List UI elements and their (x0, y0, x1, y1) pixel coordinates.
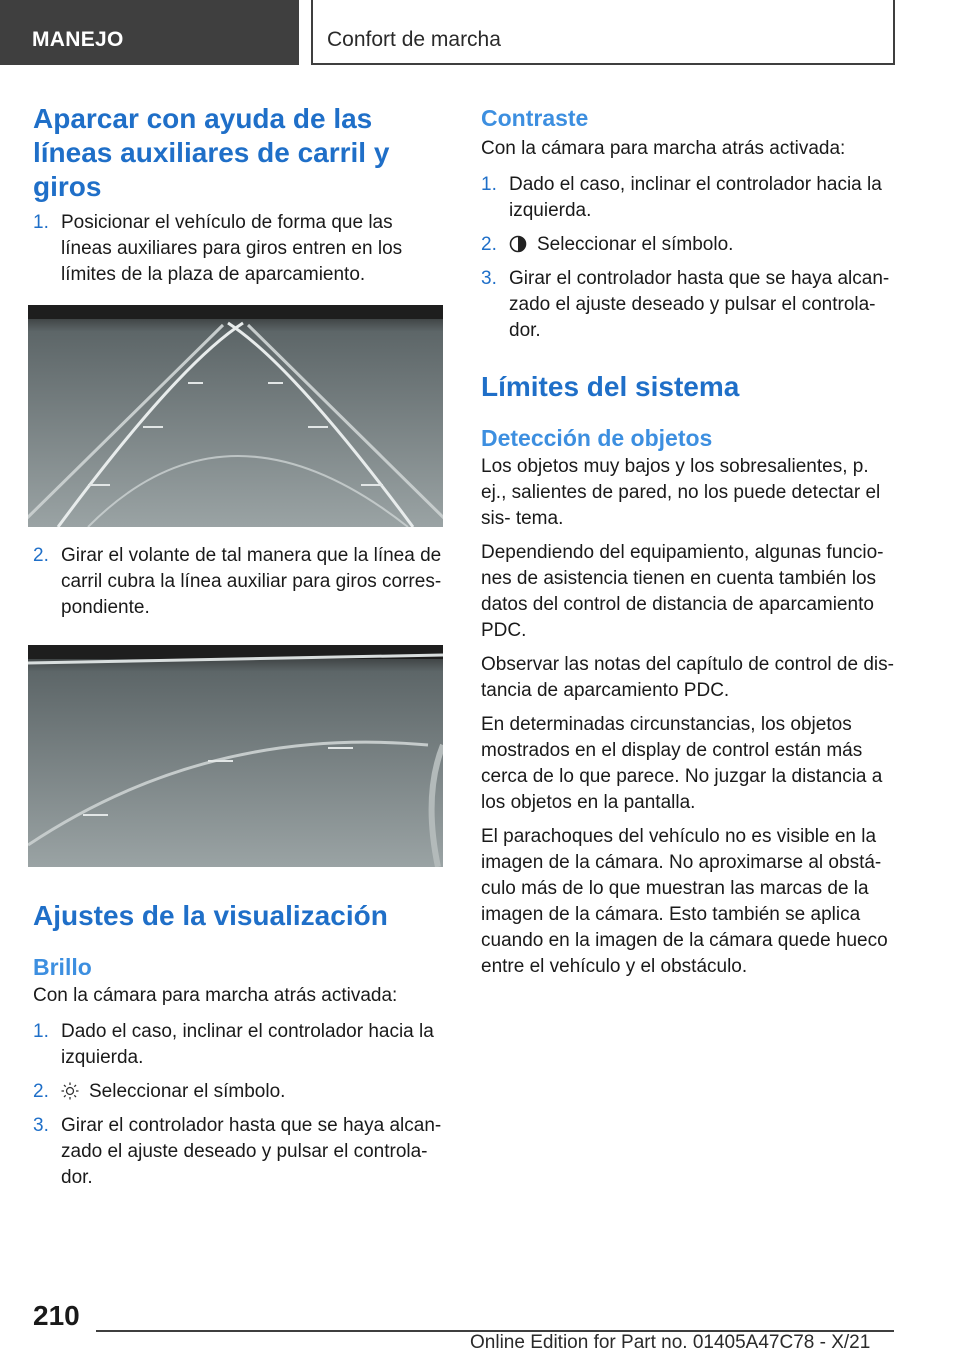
brightness-icon (61, 1082, 79, 1100)
step-number: 2. (33, 1081, 49, 1102)
list-item (481, 266, 899, 344)
paragraph: El parachoques del vehículo no es visible en la imagen de la cámara. No aproximarse al obstá‐ culo más de lo que muestran las marcas de la imagen de la cámara. Esto también se aplica cuando en la imagen de la cámara quede hueco entre el vehículo y el obstáculo. (481, 826, 888, 977)
step-number: 2. (33, 545, 49, 566)
page-number: 210 (33, 1300, 80, 1331)
paragraph: Dependiendo del equipamiento, algunas funcio‐ nes de asistencia tienen en cuenta también los datos del control de distancia de aparcamiento PDC. (481, 542, 884, 641)
heading-system-limits: Límites del sistema (481, 371, 740, 402)
step-number: 2. (481, 234, 497, 255)
list-item (33, 210, 445, 288)
heading-parking-guides: Aparcar con ayuda de las líneas auxiliares de carril y giros (33, 103, 390, 202)
steps-parking (33, 210, 445, 288)
step-number: 1. (481, 174, 497, 195)
paragraph: Observar las notas del capítulo de control de dis‐ tancia de aparcamiento PDC. (481, 654, 894, 701)
step-text: Dado el caso, inclinar el controlador hacia la izquierda. (509, 174, 882, 221)
paragraph: Los objetos muy bajos y los sobresalientes, p. ej., salientes de pared, no los puede detectar el sis‐ tema. (481, 456, 881, 529)
camera-image-turning-guides (28, 305, 443, 527)
step-text: Seleccionar el símbolo. (537, 234, 734, 255)
paragraph: En determinadas circunstancias, los objetos mostrados en el display de control están más cerca de lo que parece. No juzgar la distancia a los objetos en la pantalla. (481, 714, 883, 813)
steps-contrast (481, 172, 899, 344)
section-title: MANEJO (32, 28, 124, 51)
list-item (481, 172, 899, 224)
contrast-intro: Con la cámara para marcha atrás activada: (481, 138, 846, 159)
left-column (33, 100, 445, 1191)
chapter-tab (311, 0, 895, 65)
list-item (481, 232, 899, 258)
section-tab (0, 0, 299, 65)
step-text: Girar el controlador hasta que se haya alcan‐ zado el ajuste deseado y pulsar el controla‐ dor. (509, 268, 890, 341)
camera-image-lane-guides (28, 645, 443, 867)
steps-parking-continued (33, 543, 445, 621)
list-item (33, 1019, 445, 1071)
step-text: Girar el controlador hasta que se haya alcan‐ zado el ajuste deseado y pulsar el controla‐ dor. (61, 1115, 442, 1188)
contrast-icon (509, 235, 527, 253)
heading-display-settings: Ajustes de la visualización (33, 900, 388, 931)
list-item (33, 543, 445, 621)
brightness-intro: Con la cámara para marcha atrás activada: (33, 985, 398, 1006)
subheading-contrast: Contraste (481, 105, 589, 131)
step-number: 3. (33, 1115, 49, 1136)
footer-edition: Online Edition for Part no. 01405A47C78 - X/21 (470, 1332, 871, 1353)
chapter-title: Confort de marcha (327, 28, 501, 51)
subheading-object-detection: Detección de objetos (481, 425, 713, 451)
list-item (33, 1079, 445, 1105)
step-number: 1. (33, 212, 49, 233)
step-text: Posicionar el vehículo de forma que las líneas auxiliares para giros entren en los límites de la plaza de aparcamiento. (61, 212, 403, 285)
subheading-brightness: Brillo (33, 954, 92, 980)
step-number: 1. (33, 1021, 49, 1042)
list-item (33, 1113, 445, 1191)
step-text: Seleccionar el símbolo. (89, 1081, 286, 1102)
steps-brightness (33, 1019, 445, 1191)
step-text: Dado el caso, inclinar el controlador hacia la izquierda. (61, 1021, 434, 1068)
step-text: Girar el volante de tal manera que la línea de carril cubra la línea auxiliar para giros corres‐ pondiente. (61, 545, 442, 618)
right-column (481, 100, 899, 980)
step-number: 3. (481, 268, 497, 289)
